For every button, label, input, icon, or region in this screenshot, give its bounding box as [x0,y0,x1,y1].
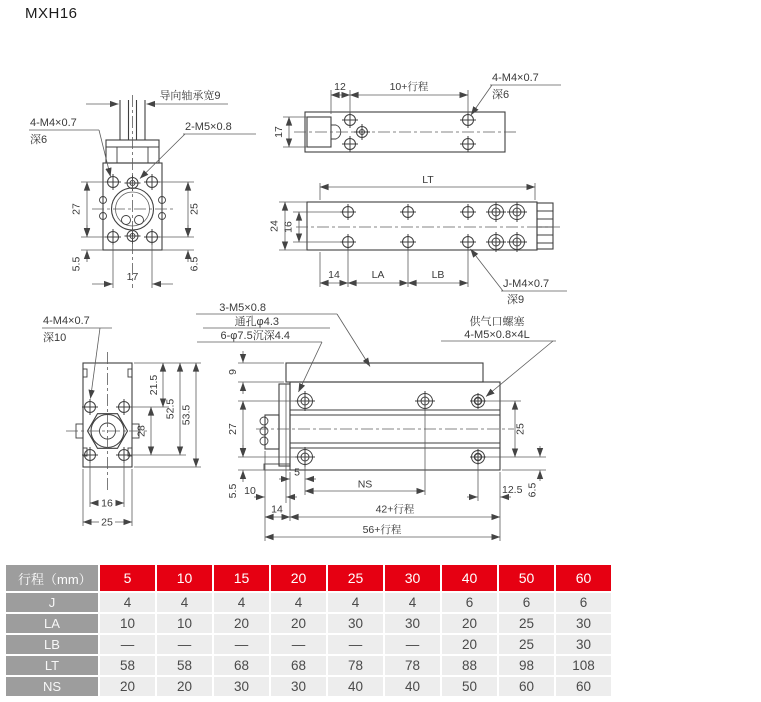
table-header-stroke: 15 [214,565,269,591]
table-row-label: LA [6,614,98,633]
table-cell: 88 [442,656,497,675]
dim-bottom-width: 17 [126,271,139,283]
table-row-label: LT [6,656,98,675]
dim-width: 25 [101,516,113,529]
dim-offset14: 14 [271,503,283,516]
guide-width-label: 导向轴承宽9 [159,90,221,102]
table-cell: 40 [385,677,440,696]
dim-hole-span-h: 16 [101,497,113,510]
dim-total-height: 53.5 [180,404,193,426]
dim-total-length: LT [422,174,434,186]
dim-plate-width: 17 [273,126,285,138]
table-header-stroke: 60 [556,565,611,591]
dim-offset10: 10 [244,485,256,497]
dim-la: LA [371,269,385,281]
thread-depth: 深6 [492,89,510,101]
table-header-stroke: 10 [157,565,212,591]
annotation-counterbore: 6-φ7.5沉深4.4 [220,330,290,342]
dim-bottom-left: 5.5 [227,483,239,499]
table-cell: 10 [157,614,212,633]
table-cell: — [157,635,212,654]
annotation-port-title: 供气口螺塞 [469,316,525,328]
slide-table-plate [286,363,483,382]
thread-label-right: 2-M5×0.8 [185,121,232,133]
dimension-table [6,565,611,696]
thread-depth: 深10 [43,332,67,344]
dim-top-to-hole: 21.5 [148,374,160,396]
table-cell: 20 [157,677,212,696]
table-row-label: J [6,593,98,612]
dim-height: 27 [227,423,239,435]
table-cell: 60 [499,677,554,696]
annotation-port-spec: 4-M5×0.8×4L [464,329,530,341]
table-cell: 58 [157,656,212,675]
dim-ns: NS [357,478,373,491]
table-cell: 6 [499,593,554,612]
dim-length42: 42+行程 [375,503,415,516]
thread-label-left: 4-M4×0.7 [30,117,77,129]
table-header-stroke: 20 [271,565,326,591]
table-cell: — [385,635,440,654]
table-cell: 4 [328,593,383,612]
table-row-label: NS [6,677,98,696]
table-cell: 30 [328,614,383,633]
table-cell: 10 [100,614,155,633]
table-header-stroke: 40 [442,565,497,591]
table-cell: 58 [100,656,155,675]
dim-hole-span-v: 28 [135,425,148,437]
dim-lb: LB [431,269,445,281]
dim-stroke-span: 10+行程 [389,81,429,93]
dim-right-offset: 12.5 [502,484,523,496]
table-cell: 30 [385,614,440,633]
annotation-through-hole: 通孔φ4.3 [234,316,279,328]
table-cell: 4 [214,593,269,612]
table-cell: 20 [214,614,269,633]
cylinder-body-side [290,382,500,470]
table-cell: 30 [271,677,326,696]
table-row-label: LB [6,635,98,654]
table-header-stroke: 50 [499,565,554,591]
table-cell: 20 [100,677,155,696]
thread-label-j: J-M4×0.7 [503,278,550,290]
table-cell: 4 [157,593,212,612]
table-cell: 98 [499,656,554,675]
dim-left-height: 27 [70,203,83,215]
dim-length56: 56+行程 [362,524,402,536]
table-cell: 78 [328,656,383,675]
table-cell: — [214,635,269,654]
dim-right-height: 25 [514,423,527,435]
thread-label: 4-M4×0.7 [43,315,90,327]
annotation-thread: 3-M5×0.8 [219,302,266,314]
dim-bottom-right: 6.5 [188,256,201,272]
drawing-end-view-front [42,315,201,529]
table-cell: 4 [271,593,326,612]
table-cell: 60 [556,677,611,696]
table-cell: 30 [556,635,611,654]
table-cell: 30 [556,614,611,633]
table-cell: — [271,635,326,654]
table-cell: 78 [385,656,440,675]
dim-to-bottom-hole: 52.5 [164,398,177,420]
table-cell: 4 [385,593,440,612]
table-cell: 30 [214,677,269,696]
table-header-stroke: 30 [385,565,440,591]
dim-right-height: 25 [188,203,201,215]
page-title: MXH16 [25,5,78,22]
table-header-stroke: 5 [100,565,155,591]
dim-plate-thickness: 9 [227,369,239,375]
dim-offset: 12 [334,81,346,93]
table-cell: — [100,635,155,654]
drawing-top-view [273,72,561,152]
table-cell: 25 [499,614,554,633]
dim-bottom-left: 5.5 [70,256,83,272]
table-cell: 6 [442,593,497,612]
table-cell: 68 [271,656,326,675]
dim-height: 24 [268,220,281,232]
table-cell: 20 [442,635,497,654]
drawing-end-view-top [29,88,256,288]
thread-label: 4-M4×0.7 [492,72,539,84]
table-cell: 20 [271,614,326,633]
dim-offset5: 5 [294,466,300,479]
table-cell: 6 [556,593,611,612]
table-cell: 50 [442,677,497,696]
thread-depth-left: 深6 [30,134,48,146]
drawing-bottom-view [269,174,568,306]
drawing-side-view [196,302,556,541]
table-cell: 40 [328,677,383,696]
thread-depth-j: 深9 [507,294,525,306]
table-cell: 108 [556,656,611,675]
dim-bottom-right: 6.5 [526,482,539,498]
table-header-stroke: 25 [328,565,383,591]
table-cell: — [328,635,383,654]
dim-offset: 14 [328,269,340,281]
table-cell: 20 [442,614,497,633]
table-cell: 68 [214,656,269,675]
dim-hole-span: 16 [282,221,295,233]
table-header-label: 行程（mm） [6,565,98,591]
table-cell: 4 [100,593,155,612]
table-cell: 25 [499,635,554,654]
